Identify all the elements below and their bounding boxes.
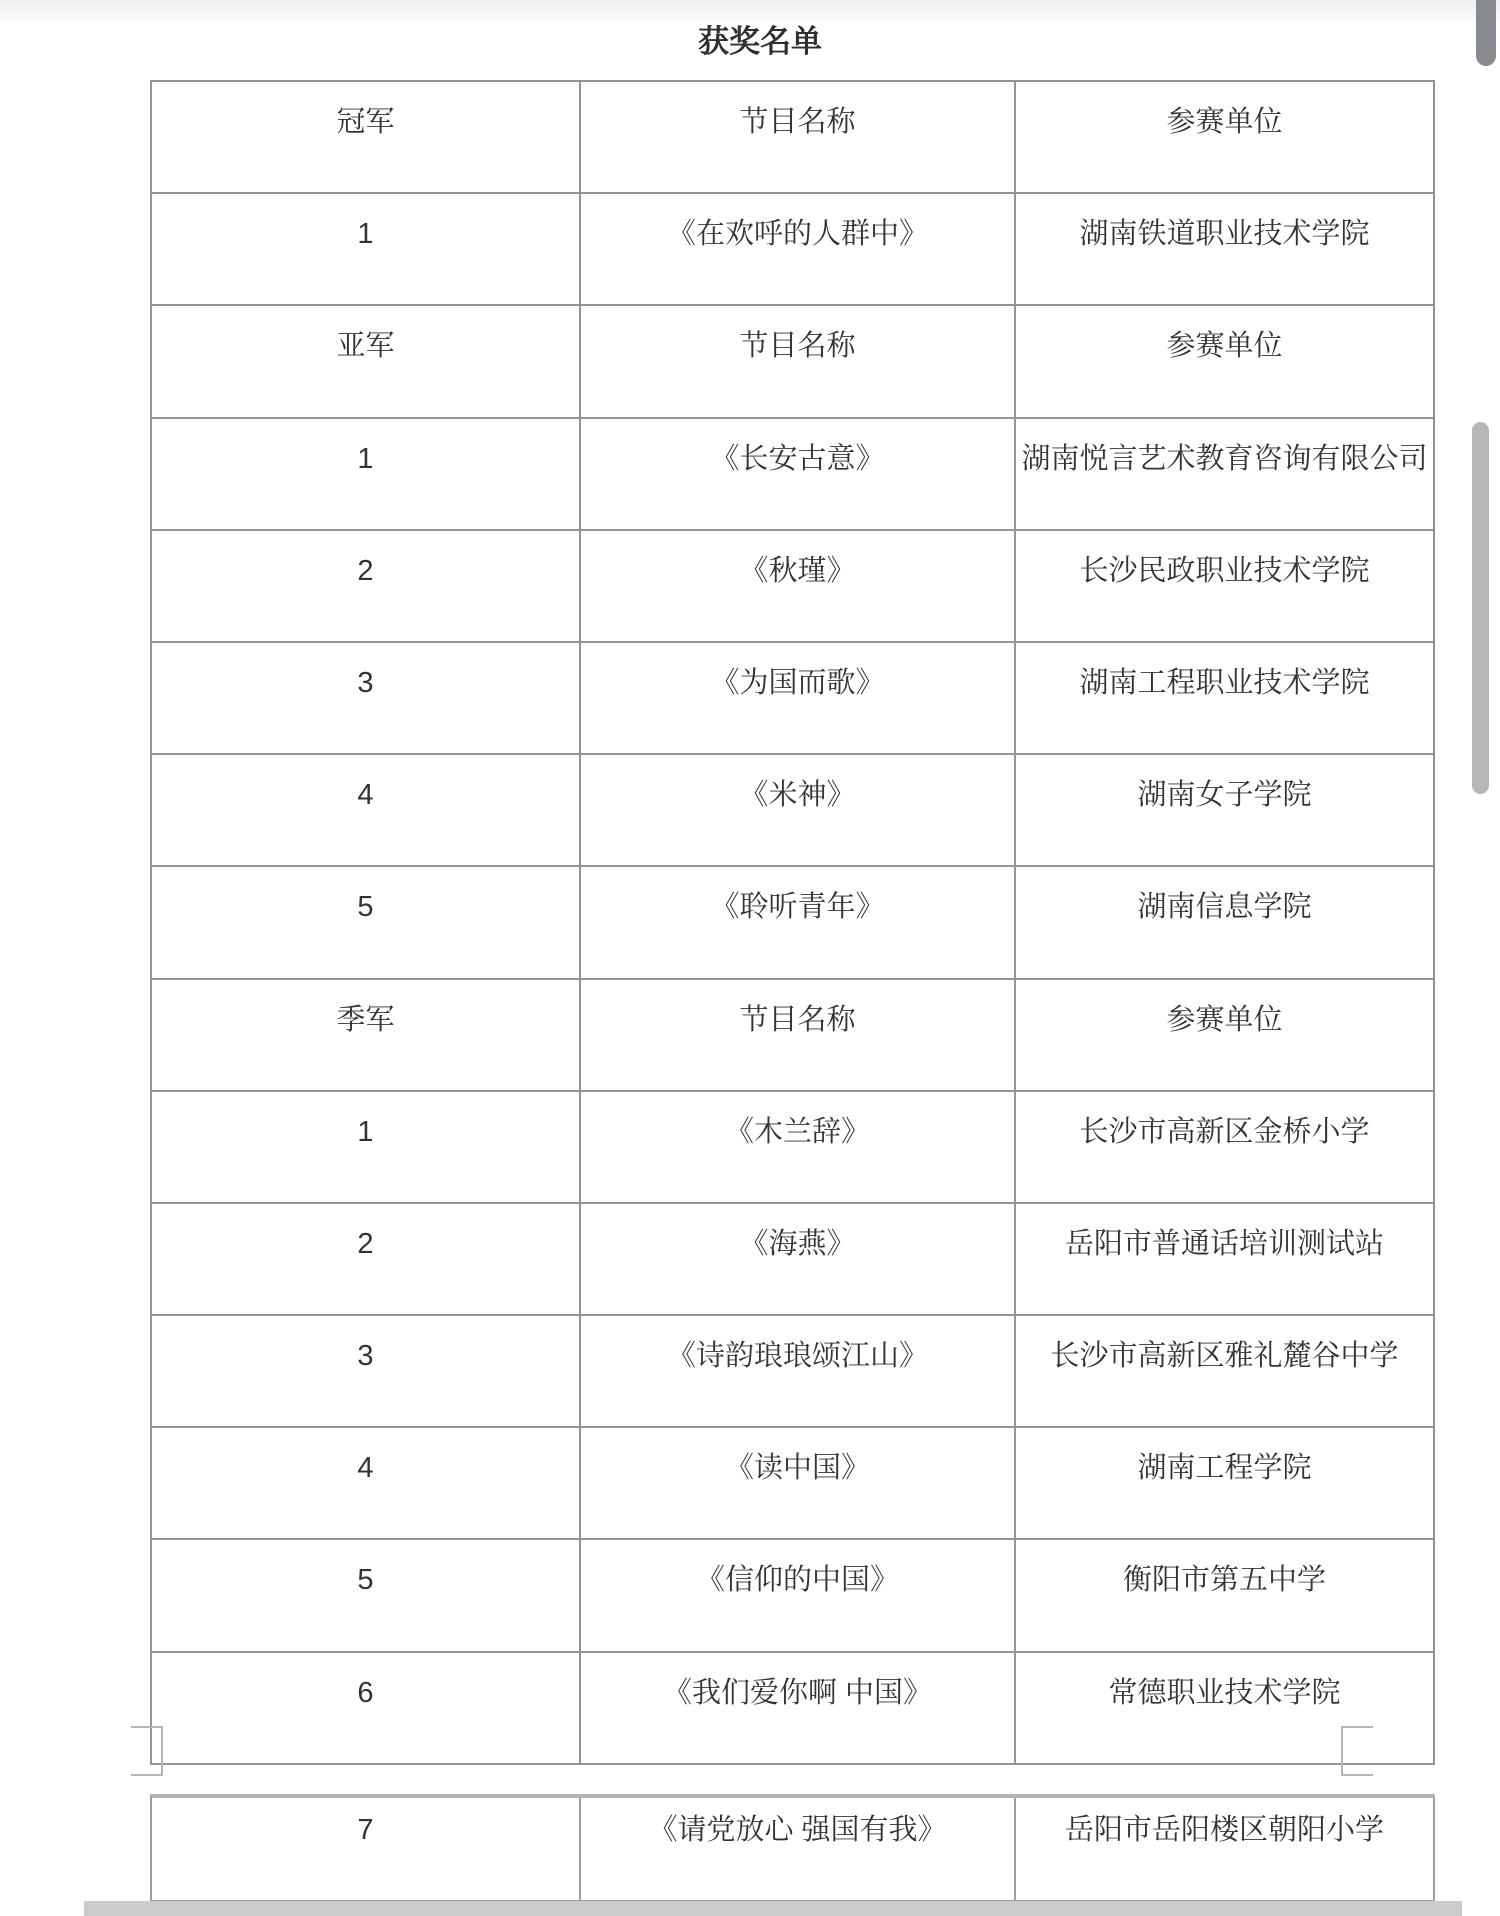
header-rank-cell: 冠军 (152, 82, 581, 194)
unit-cell: 湖南悦言艺术教育咨询有限公司 (1016, 419, 1435, 531)
unit-cell: 湖南信息学院 (1016, 867, 1435, 979)
unit-cell: 湖南铁道职业技术学院 (1016, 194, 1435, 306)
program-cell: 《海燕》 (581, 1204, 1016, 1316)
award-table (150, 80, 1435, 1765)
unit-cell: 岳阳市普通话培训测试站 (1016, 1204, 1435, 1316)
program-cell: 《读中国》 (581, 1428, 1016, 1540)
unit-cell: 湖南女子学院 (1016, 755, 1435, 867)
header-program-cell: 节目名称 (581, 980, 1016, 1092)
unit-cell: 湖南工程学院 (1016, 1428, 1435, 1540)
unit-cell: 长沙民政职业技术学院 (1016, 531, 1435, 643)
rank-cell: 2 (152, 531, 581, 643)
award-table-continued (150, 1794, 1435, 1902)
document-title: 获奖名单 (698, 24, 822, 59)
page-margin-mark-right (1341, 1726, 1373, 1776)
rank-cell: 4 (152, 755, 581, 867)
header-unit-cell: 参赛单位 (1016, 82, 1435, 194)
program-cell: 《聆听青年》 (581, 867, 1016, 979)
rank-cell: 5 (152, 867, 581, 979)
rank-cell: 4 (152, 1428, 581, 1540)
program-cell: 《诗韵琅琅颂江山》 (581, 1316, 1016, 1428)
header-rank-cell: 亚军 (152, 306, 581, 418)
program-cell: 《长安古意》 (581, 419, 1016, 531)
program-cell: 《米神》 (581, 755, 1016, 867)
program-cell: 《在欢呼的人群中》 (581, 194, 1016, 306)
unit-cell: 湖南工程职业技术学院 (1016, 643, 1435, 755)
program-cell: 《木兰辞》 (581, 1092, 1016, 1204)
rank-cell: 5 (152, 1540, 581, 1652)
rank-cell: 6 (152, 1653, 581, 1765)
page-bottom-edge (84, 1901, 1462, 1916)
unit-cell: 岳阳市岳阳楼区朝阳小学 (1016, 1798, 1435, 1902)
header-program-cell: 节目名称 (581, 306, 1016, 418)
header-program-cell: 节目名称 (581, 82, 1016, 194)
page-margin-mark-left (131, 1726, 163, 1776)
rank-cell: 1 (152, 1092, 581, 1204)
program-cell: 《秋瑾》 (581, 531, 1016, 643)
header-unit-cell: 参赛单位 (1016, 980, 1435, 1092)
scrollbar-top-fragment[interactable] (1476, 0, 1496, 66)
unit-cell: 衡阳市第五中学 (1016, 1540, 1435, 1652)
program-cell: 《我们爱你啊 中国》 (581, 1653, 1016, 1765)
rank-cell: 3 (152, 643, 581, 755)
rank-cell: 1 (152, 419, 581, 531)
rank-cell: 3 (152, 1316, 581, 1428)
rank-cell: 7 (152, 1798, 581, 1902)
rank-cell: 2 (152, 1204, 581, 1316)
rank-cell: 1 (152, 194, 581, 306)
unit-cell: 长沙市高新区金桥小学 (1016, 1092, 1435, 1204)
unit-cell: 长沙市高新区雅礼麓谷中学 (1016, 1316, 1435, 1428)
scrollbar-thumb[interactable] (1472, 422, 1489, 794)
program-cell: 《为国而歌》 (581, 643, 1016, 755)
program-cell: 《信仰的中国》 (581, 1540, 1016, 1652)
unit-cell: 常德职业技术学院 (1016, 1653, 1435, 1765)
header-unit-cell: 参赛单位 (1016, 306, 1435, 418)
program-cell: 《请党放心 强国有我》 (581, 1798, 1016, 1902)
header-rank-cell: 季军 (152, 980, 581, 1092)
